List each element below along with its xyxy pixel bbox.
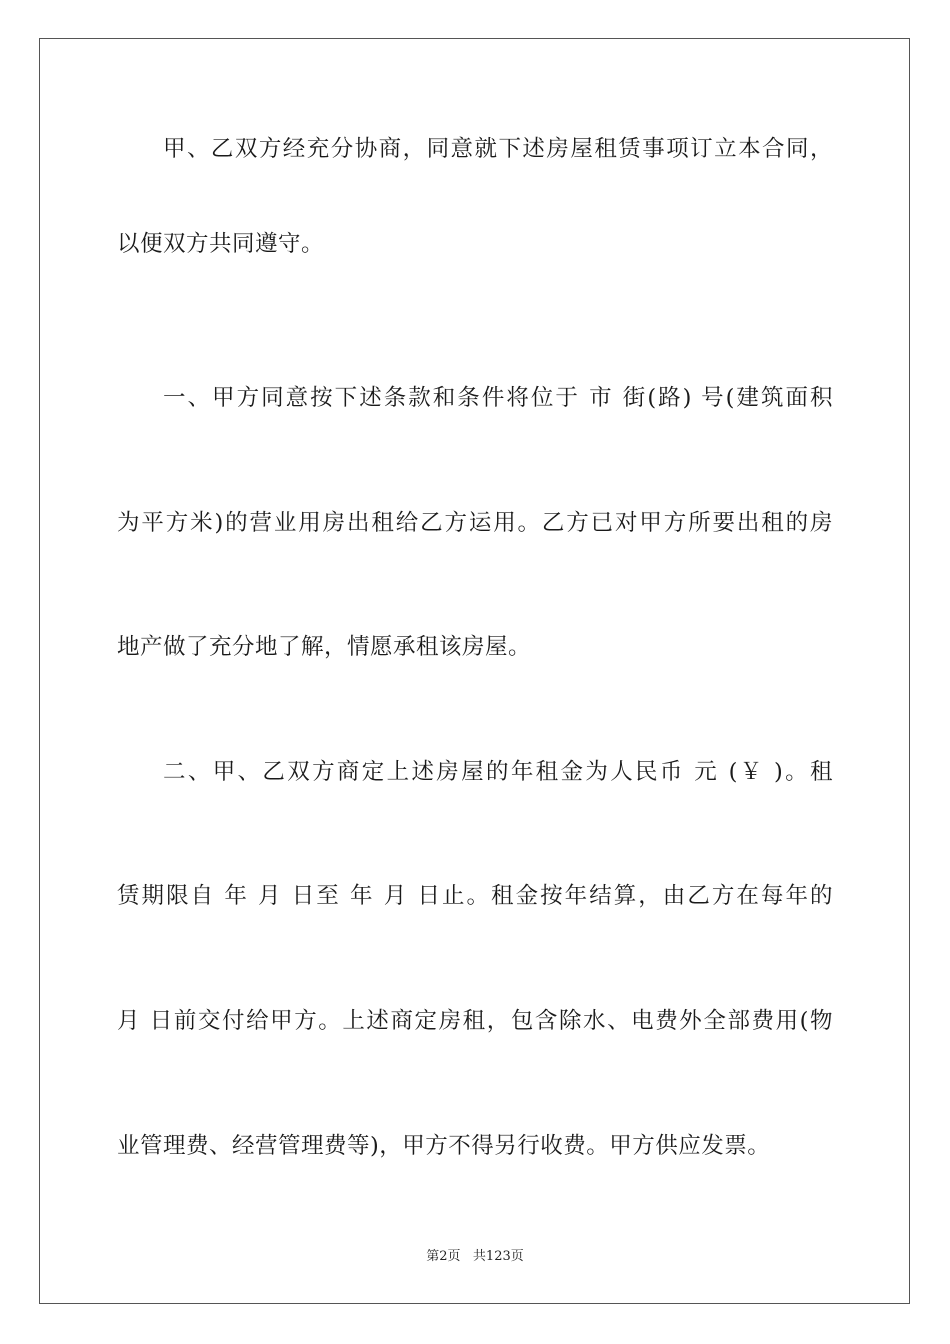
- page-border: [39, 38, 910, 1304]
- clause-one-line-2: 为平方米)的营业用房出租给乙方运用。乙方已对甲方所要出租的房: [117, 510, 833, 536]
- page-footer: [0, 1248, 950, 1266]
- clause-two-line-1: 二、甲、乙双方商定上述房屋的年租金为人民币 元 (￥ )。租: [163, 759, 833, 785]
- clause-two-line-3: 月 日前交付给甲方。上述商定房租，包含除水、电费外全部费用(物: [117, 1008, 833, 1034]
- clause-two-line-2: 赁期限自 年 月 日至 年 月 日止。租金按年结算，由乙方在每年的: [117, 883, 833, 909]
- page-number: 第2页: [426, 1249, 461, 1264]
- total-pages: 共123页: [472, 1249, 524, 1264]
- clause-two-line-4: 业管理费、经营管理费等)，甲方不得另行收费。甲方供应发票。: [117, 1133, 771, 1159]
- paragraph-line-1: 甲、乙双方经充分协商，同意就下述房屋租赁事项订立本合同，: [163, 136, 833, 162]
- paragraph-line-2: 以便双方共同遵守。: [117, 231, 325, 257]
- clause-one-line-1: 一、甲方同意按下述条款和条件将位于 市 街(路) 号(建筑面积: [163, 385, 833, 411]
- clause-one-line-3: 地产做了充分地了解，情愿承租该房屋。: [117, 634, 532, 660]
